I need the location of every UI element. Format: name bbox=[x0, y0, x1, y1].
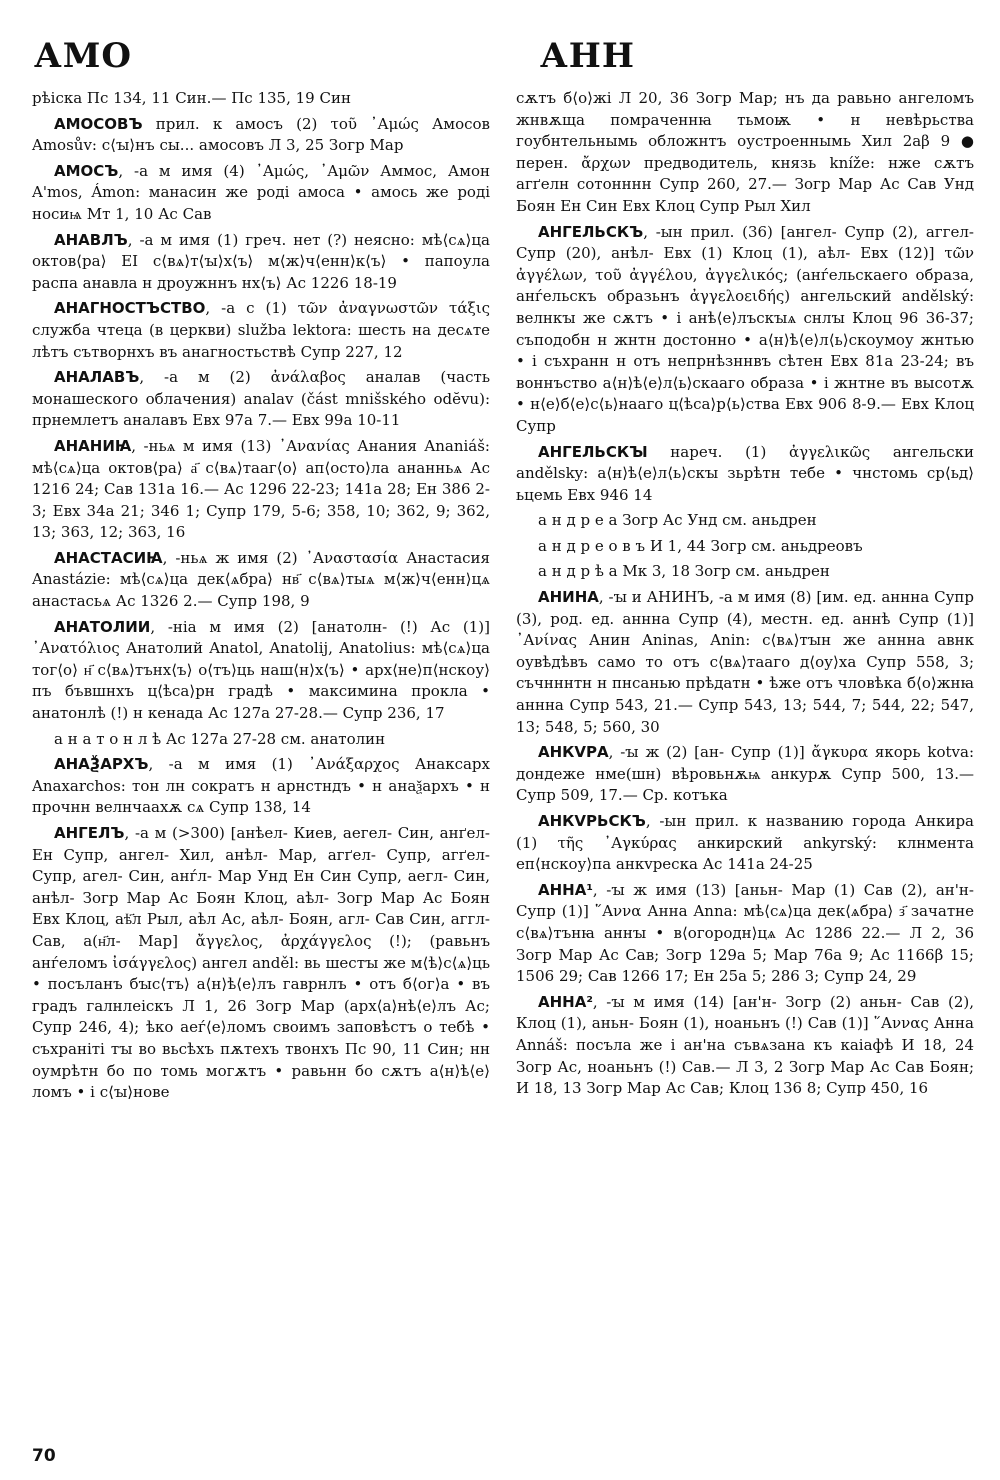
dictionary-entry bbox=[32, 298, 490, 363]
entry-text: , -ꙑ ж имя (13) [аньн- Мар (1) Сав (2), ан'н- Супр (1)] ῞Αννα Анна Anna: мѣ⟨сѧ⟩ца дек⟨ѧбра⟩ з҃ зачатне с⟨вѧ⟩тънꙗ аннꙑ • в⟨огородн⟩цѧ Ас 1286 22.— Л 2, 36 Зогр Мар Ас Сав; Зогр 129а 5; Мар 76а 9; Ас 1166β 15; 1506 29; Сав 1266 17; Ен 25а 5; 286 3; Супр 24, 29 bbox=[516, 880, 974, 986]
dictionary-entry bbox=[516, 88, 974, 218]
dictionary-entry bbox=[516, 587, 974, 738]
running-head-right: АНН bbox=[540, 36, 635, 76]
dictionary-entry bbox=[32, 823, 490, 1104]
entry-text: , -а с (1) τῶν ἀναγνωστῶν τάξις служба чтеца (в церкви) služba lektora: шесть на десѧте лѣтъ сътворнхъ въ анагностьствѣ Супр 227, 12 bbox=[32, 299, 490, 361]
entry-text: , -ньѧ м имя (13) ᾿Ανανίας Анания Ananiáš: мѣ⟨сѧ⟩ца октов⟨ра⟩ а҃ с⟨вѧ⟩тааг⟨о⟩ ап⟨осто⟩ла ананньѧ Ас 1216 24; Сав 131а 16.— Ас 1296 22-23; 141а 28; Ен 386 2-3; Евх 34а 21; 346 1; Супр 179, 5-6; 358, 10; 362, 9; 362, 13; 363, 12; 363, 16 bbox=[32, 436, 490, 542]
dictionary-entry bbox=[516, 561, 974, 583]
dictionary-entry bbox=[32, 548, 490, 613]
entry-headword: АНКVРЬСКЪ bbox=[538, 812, 646, 830]
entry-text: а н д р е о в ъ И 1, 44 Зогр см. аньдреовъ bbox=[538, 536, 863, 555]
dictionary-entry bbox=[32, 114, 490, 157]
dictionary-entry bbox=[516, 811, 974, 876]
dictionary-entry bbox=[32, 754, 490, 819]
entry-text: , -ꙑ м имя (14) [ан'н- Зогр (2) аньн- Сав (2), Клоц (1), аньн- Боян (1), ноаньнъ (!) Сав (1)] ῞Αννας Анна Annáš: посъла же і ан'на съвѧзана къ каіафѣ И 18, 24 Зогр Ас, ноаньнъ (!) Сав.— Л 3, 2 Зогр Мар Ас Сав Боян; И 18, 13 Зогр Мар Ас Сав; Клоц 136 8; Супр 450, 16 bbox=[516, 992, 974, 1098]
dictionary-entry bbox=[32, 436, 490, 544]
entry-text: , -ꙑ и АНИНЪ, -а м имя (8) [им. ед. аннна Супр (3), род. ед. аннна Супр (4), местн. ед. аннѣ Супр (1)] ᾿Ανίνας Анин Aninas, Anin: с⟨вѧ⟩тꙑн же аннна авнк оувѣдѣвъ само то отъ с⟨вѧ⟩тааго д⟨оу⟩ха Супр 558, 3; съчнннтн н пнсанью прѣдатн • ѣже отъ чловѣка б⟨о⟩жнꙗ аннна Супр 543, 21.— Супр 543, 13; 544, 7; 544, 22; 547, 13; 548, 5; 560, 30 bbox=[516, 588, 974, 736]
entry-text: сѫтъ б⟨о⟩жі Л 20, 36 Зогр Мар; нъ да равьно ангеломъ жнвѫща помраченнꙗ тьмоѭ • н невѣрьства гоубнтельнымь обложнтъ оустроеннымь Хил 2аβ 9 ● перен. ἄρχων предводитель, князь kníže: нже сѫтъ агґелн сотонннн Супр 260, 27.— Зогр Мар Ас Сав Унд Боян Ен Син Евх Клоц Супр Рыл Хил bbox=[516, 89, 974, 215]
entry-text: а н д р ѣ а Мк 3, 18 Зогр см. аньдрен bbox=[538, 562, 830, 581]
entry-headword: АМОСЪ bbox=[54, 161, 119, 180]
entry-headword: АНАВЛЪ bbox=[54, 230, 128, 249]
entry-headword: АННА² bbox=[538, 992, 593, 1011]
entry-text: , -а м (2) ἀνάλαβος аналав (часть монашеского облачения) analav (část mnišského odĕvu): прнемлетъ аналавъ Евх 97а 7.— Евх 99а 10-11 bbox=[32, 368, 490, 430]
entry-text: , -ніа м имя (2) [анатолн- (!) Ас (1)] ᾿Ανατόλιος Анатолий Anatol, Anatolij, Anatolius: мѣ⟨сѧ⟩ца тог⟨о⟩ н҃ с⟨вѧ⟩тънх⟨ъ⟩ о⟨тъ⟩ць наш⟨н⟩х⟨ъ⟩ • арх⟨не⟩п⟨нскоу⟩пъ бъвшнхъ ц⟨ѣса⟩рн градѣ • максимина прокла • анатонлѣ (!) н кенада Ас 127а 27-28.— Супр 236, 17 bbox=[32, 617, 490, 723]
entry-text: рѣіска Пс 134, 11 Син.— Пс 135, 19 Син bbox=[32, 89, 351, 107]
dictionary-entry bbox=[516, 222, 974, 438]
entry-headword: АНКVРА bbox=[538, 743, 609, 762]
page-number: 70 bbox=[32, 1446, 56, 1466]
entry-text: , -а м имя (1) греч. нет (?) неясно: мѣ⟨сѧ⟩ца октов⟨ра⟩ ЕІ с⟨вѧ⟩т⟨ꙑ⟩х⟨ъ⟩ м⟨ж⟩ч⟨енн⟩к⟨ъ⟩ • папоула распа анавла н дроужннъ нх⟨ъ⟩ Ас 1226 18-19 bbox=[32, 230, 490, 292]
entry-headword: АНАТОЛИИ bbox=[54, 617, 151, 636]
entry-text: а н д р е а Зогр Ас Унд см. аньдрен bbox=[538, 511, 817, 530]
entry-text: , -ын прил. к названию города Анкира (1) τῆς ᾿Αγκύρας анкирский ankyrský: клнмента еп⟨нскоу⟩па анкvреска Ас 141а 24-25 bbox=[516, 812, 974, 874]
entry-headword: АНГЕЛЬСКꙐ bbox=[538, 442, 648, 461]
right-column bbox=[516, 88, 974, 1104]
entry-text: а н а т о н л ѣ Ас 127а 27-28 см. анатолин bbox=[54, 729, 386, 748]
entry-headword: АНИНА bbox=[538, 588, 599, 607]
entry-headword: АНГЕЛЬСКЪ bbox=[538, 222, 644, 241]
dictionary-entry bbox=[516, 742, 974, 807]
entry-text: , -ньѧ ж имя (2) ᾿Αναστασία Анастасия Anastázie: мѣ⟨сѧ⟩ца дек⟨ѧбра⟩ нв҃ с⟨вѧ⟩тыѧ м⟨ж⟩ч⟨енн⟩цѧ анастасьѧ Ас 1326 2.— Супр 198, 9 bbox=[32, 548, 490, 611]
entry-text: , -а м (>300) [анѣел- Киев, аегел- Син, анґел- Ен Супр, ангел- Хил, анѣл- Мар, агґел- Супр, агґел- Супр, агел- Син, анѓл- Мар Унд Ен Син Супр, аегл- Син, анѣл- Зогр Мар Ас Боян Клоц, аѣл- Зогр Мар Ас Боян Евх Клоц, аѣ҃л Рыл, аѣл Ас, аѣл- Боян, агл- Сав Син, аггл- Сав, а(н҃л- Мар] ἄγγελος, ἀρχάγγελος (!); (равьнъ анѓеломъ ἰσάγγελος) ангел anděl: вь шестꙑ же м⟨ѣ⟩с⟨ѧ⟩ць • посъланъ бꙑс⟨тъ⟩ а⟨н⟩ѣ⟨е⟩лъ гаврнлъ • отъ б⟨ог⟩а • въ градъ галнлеіскъ Л 1, 26 Зогр Мар (арх⟨а⟩нѣ⟨е⟩лъ Ас; Супр 246, 4); ѣко аеѓ⟨е⟩ломъ своимъ заповѣстъ о тебѣ • съхраніті тꙑ во вьсѣхъ пѫтехъ твонхъ Пс 90, 11 Син; нн оумрѣтн бо по томь могѫтъ • равьнн бо сѫтъ а⟨н⟩ѣ⟨е⟩ломъ • і с⟨ꙑ⟩нове bbox=[32, 824, 490, 1102]
entry-headword: АНАГНОСТЪСТВО bbox=[54, 299, 206, 318]
dictionary-entry bbox=[516, 510, 974, 532]
entry-headword: АНАЛАВЪ bbox=[54, 368, 140, 387]
entry-text: , -ꙑ ж (2) [ан- Супр (1)] ἄγκυρα якорь kotva: дондеже нме(шн) вѣровьнѫѩ анкурѫ Супр 500, 13.— Супр 509, 17.— Ср. котъка bbox=[516, 743, 974, 805]
entry-headword: АМОСОВЪ bbox=[54, 114, 143, 133]
entry-headword: АНГЕЛЪ bbox=[54, 824, 125, 842]
dictionary-entry bbox=[32, 88, 490, 110]
dictionary-entry bbox=[516, 880, 974, 988]
dictionary-entry bbox=[516, 992, 974, 1100]
dictionary-entry bbox=[32, 161, 490, 226]
dictionary-entry bbox=[516, 442, 974, 507]
entry-text: нареч. (1) ἀγγελικῶς ангельски andělsky: а⟨н⟩ѣ⟨е⟩л⟨ь⟩скꙑ зьрѣтн тебе • чнстомь ср⟨ьд⟩ьцемь Евх 946 14 bbox=[516, 442, 974, 504]
dictionary-entry bbox=[32, 230, 490, 295]
dictionary-entry bbox=[32, 617, 490, 725]
dictionary-entry bbox=[32, 367, 490, 432]
left-column bbox=[32, 88, 490, 1108]
entry-text: прил. к амосъ (2) τοῦ ᾿Αμώς Амосов Amosův: с⟨ꙑ⟩нъ сы... амосовъ Л 3, 25 Зогр Мар bbox=[32, 114, 490, 155]
entry-headword: АНАСТАСИꙖ bbox=[54, 548, 163, 567]
dictionary-entry bbox=[32, 729, 490, 751]
entry-headword: АНАѮАРХЪ bbox=[54, 755, 149, 774]
entry-text: , -ын прил. (36) [ангел- Супр (2), аггел- Супр (20), анѣл- Евх (1) Клоц (1), аѣл- Евх (12)] τῶν ἀγγέλων, τοῦ ἀγγέλου, ἀγγελικός; (анѓельскаего образа, анѓельскъ образьнъ ἀγγελοειδής) ангельский andělský: велнкꙑ же сѫтъ • і анѣ⟨е⟩лъскꙑѧ снлꙑ Клоц 96 36-37; съподобн н жнтн достонно • а⟨н⟩ѣ⟨е⟩л⟨ь⟩скоумоу жнтью • і съхранн н отъ непрнѣзннвъ сѣтен Евх 81а 23-24; въ воннъство а⟨н⟩ѣ⟨е⟩л⟨ь⟩скааго образа • і жнтне въ высотѫ • н⟨е⟩б⟨е⟩с⟨ь⟩нааго ц⟨ѣса⟩р⟨ь⟩ства Евх 906 8-9.— Евх Клоц Супр bbox=[516, 222, 974, 435]
entry-headword: АНАНИꙖ bbox=[54, 436, 132, 455]
running-head-left: АМО bbox=[34, 36, 132, 76]
entry-headword: АННА¹ bbox=[538, 880, 593, 899]
entry-text: , -а м имя (4) ᾿Αμώς, ᾿Αμῶν Аммос, Амон A'mos, Ámon: манасин же роді амоса • амось же роді носиѩ Мт 1, 10 Ас Сав bbox=[32, 161, 490, 223]
entry-text: , -а м имя (1) ᾿Ανάξαρχος Анаксарх Anaxarchos: тон лн сократъ н арнстндъ • н анаѯархъ • н прочнн велнчаахѫ сѧ Супр 138, 14 bbox=[32, 755, 490, 817]
dictionary-entry bbox=[516, 536, 974, 558]
